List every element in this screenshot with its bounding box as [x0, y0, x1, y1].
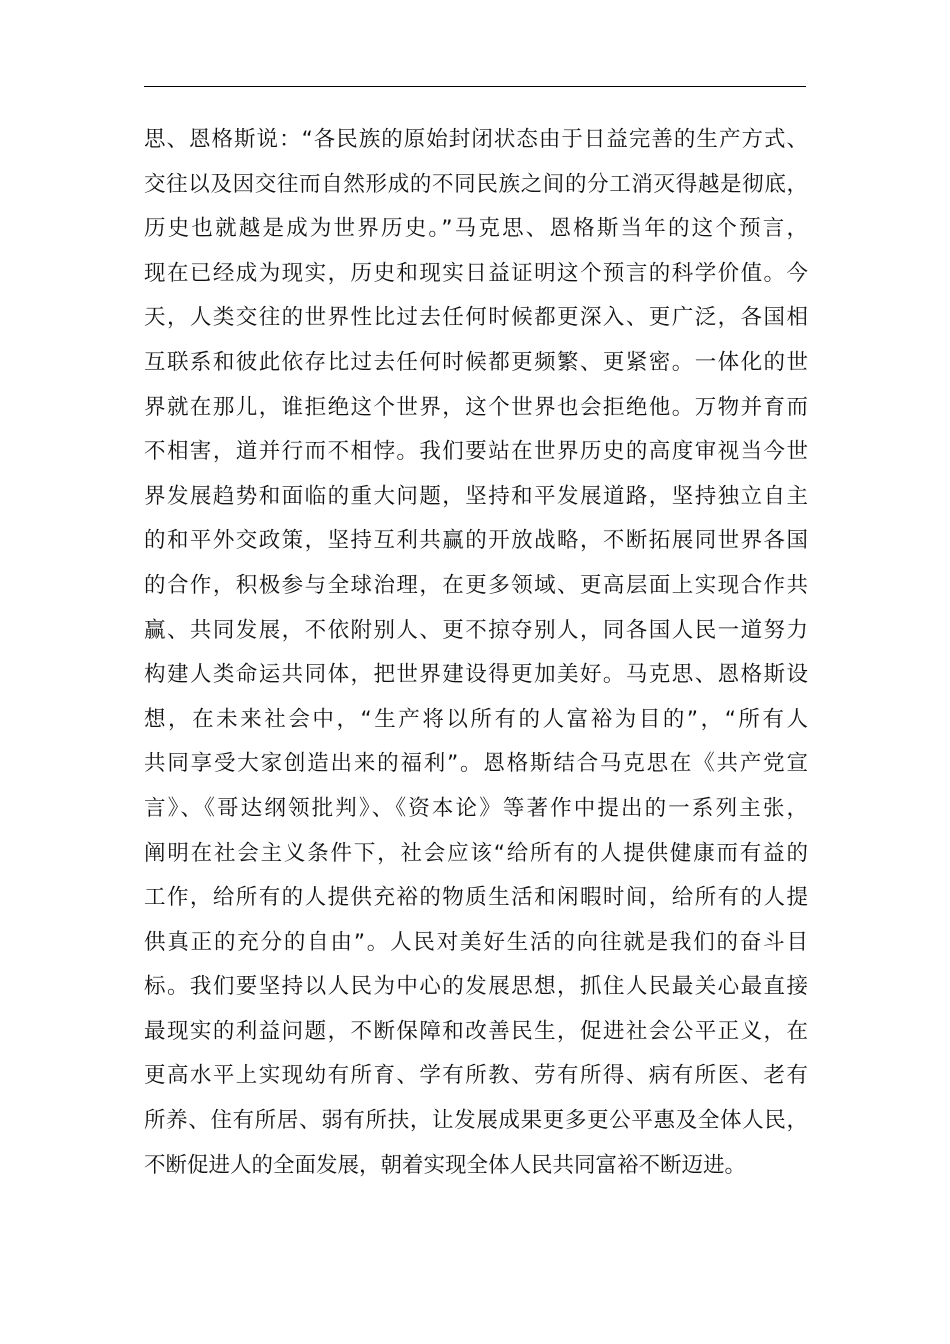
text-line: 构建人类命运共同体，把世界建设得更加美好。马克思、恩格斯设: [144, 662, 808, 688]
text-line: 思、恩格斯说：“各民族的原始封闭状态由于日益完善的生产方式、: [144, 127, 808, 152]
text-line: 想，在未来社会中，“生产将以所有的人富裕为目的”，“所有人: [144, 706, 808, 732]
text-line: 供真正的充分的自由”。人民对美好生活的向往就是我们的奋斗目: [144, 929, 808, 955]
text-line: 阐明在社会主义条件下，社会应该“给所有的人提供健康而有益的: [144, 840, 808, 866]
text-line: 言》、《哥达纲领批判》、《资本论》等著作中提出的一系列主张，: [144, 795, 808, 821]
text-line: 界就在那儿，谁拒绝这个世界，这个世界也会拒绝他。万物并育而: [144, 394, 808, 420]
text-line: 不断促进人的全面发展，朝着实现全体人民共同富裕不断迈进。: [144, 1152, 747, 1178]
text-line: 的合作，积极参与全球治理，在更多领域、更高层面上实现合作共: [144, 572, 808, 598]
text-line: 所养、住有所居、弱有所扶，让发展成果更多更公平惠及全体人民，: [144, 1108, 808, 1134]
header-rule: [144, 86, 806, 87]
text-line: 交往以及因交往而自然形成的不同民族之间的分工消灭得越是彻底，: [144, 171, 808, 197]
text-line: 天，人类交往的世界性比过去任何时候都更深入、更广泛，各国相: [144, 305, 808, 331]
text-line: 赢、共同发展，不依附别人、更不掠夺别人，同各国人民一道努力: [144, 617, 808, 643]
text-line: 标。我们要坚持以人民为中心的发展思想，抓住人民最关心最直接: [144, 974, 808, 1000]
text-line: 共同享受大家创造出来的福利”。恩格斯结合马克思在《共产党宣: [144, 751, 808, 777]
text-line: 更高水平上实现幼有所育、学有所教、劳有所得、病有所医、老有: [144, 1063, 808, 1089]
text-line: 现在已经成为现实，历史和现实日益证明这个预言的科学价值。今: [144, 260, 808, 286]
text-line: 最现实的利益问题，不断保障和改善民生，促进社会公平正义，在: [144, 1018, 808, 1044]
text-line: 工作，给所有的人提供充裕的物质生活和闲暇时间，给所有的人提: [144, 885, 808, 911]
text-line: 历史也就越是成为世界历史。”马克思、恩格斯当年的这个预言，: [144, 216, 808, 242]
text-line: 互联系和彼此依存比过去任何时候都更频繁、更紧密。一体化的世: [144, 349, 808, 375]
text-line: 的和平外交政策，坚持互利共赢的开放战略，不断拓展同世界各国: [144, 528, 808, 554]
text-line: 界发展趋势和面临的重大问题，坚持和平发展道路，坚持独立自主: [144, 483, 808, 509]
body-paragraph: [144, 118, 808, 1188]
text-line: 不相害，道并行而不相悖。我们要站在世界历史的高度审视当今世: [144, 439, 808, 465]
